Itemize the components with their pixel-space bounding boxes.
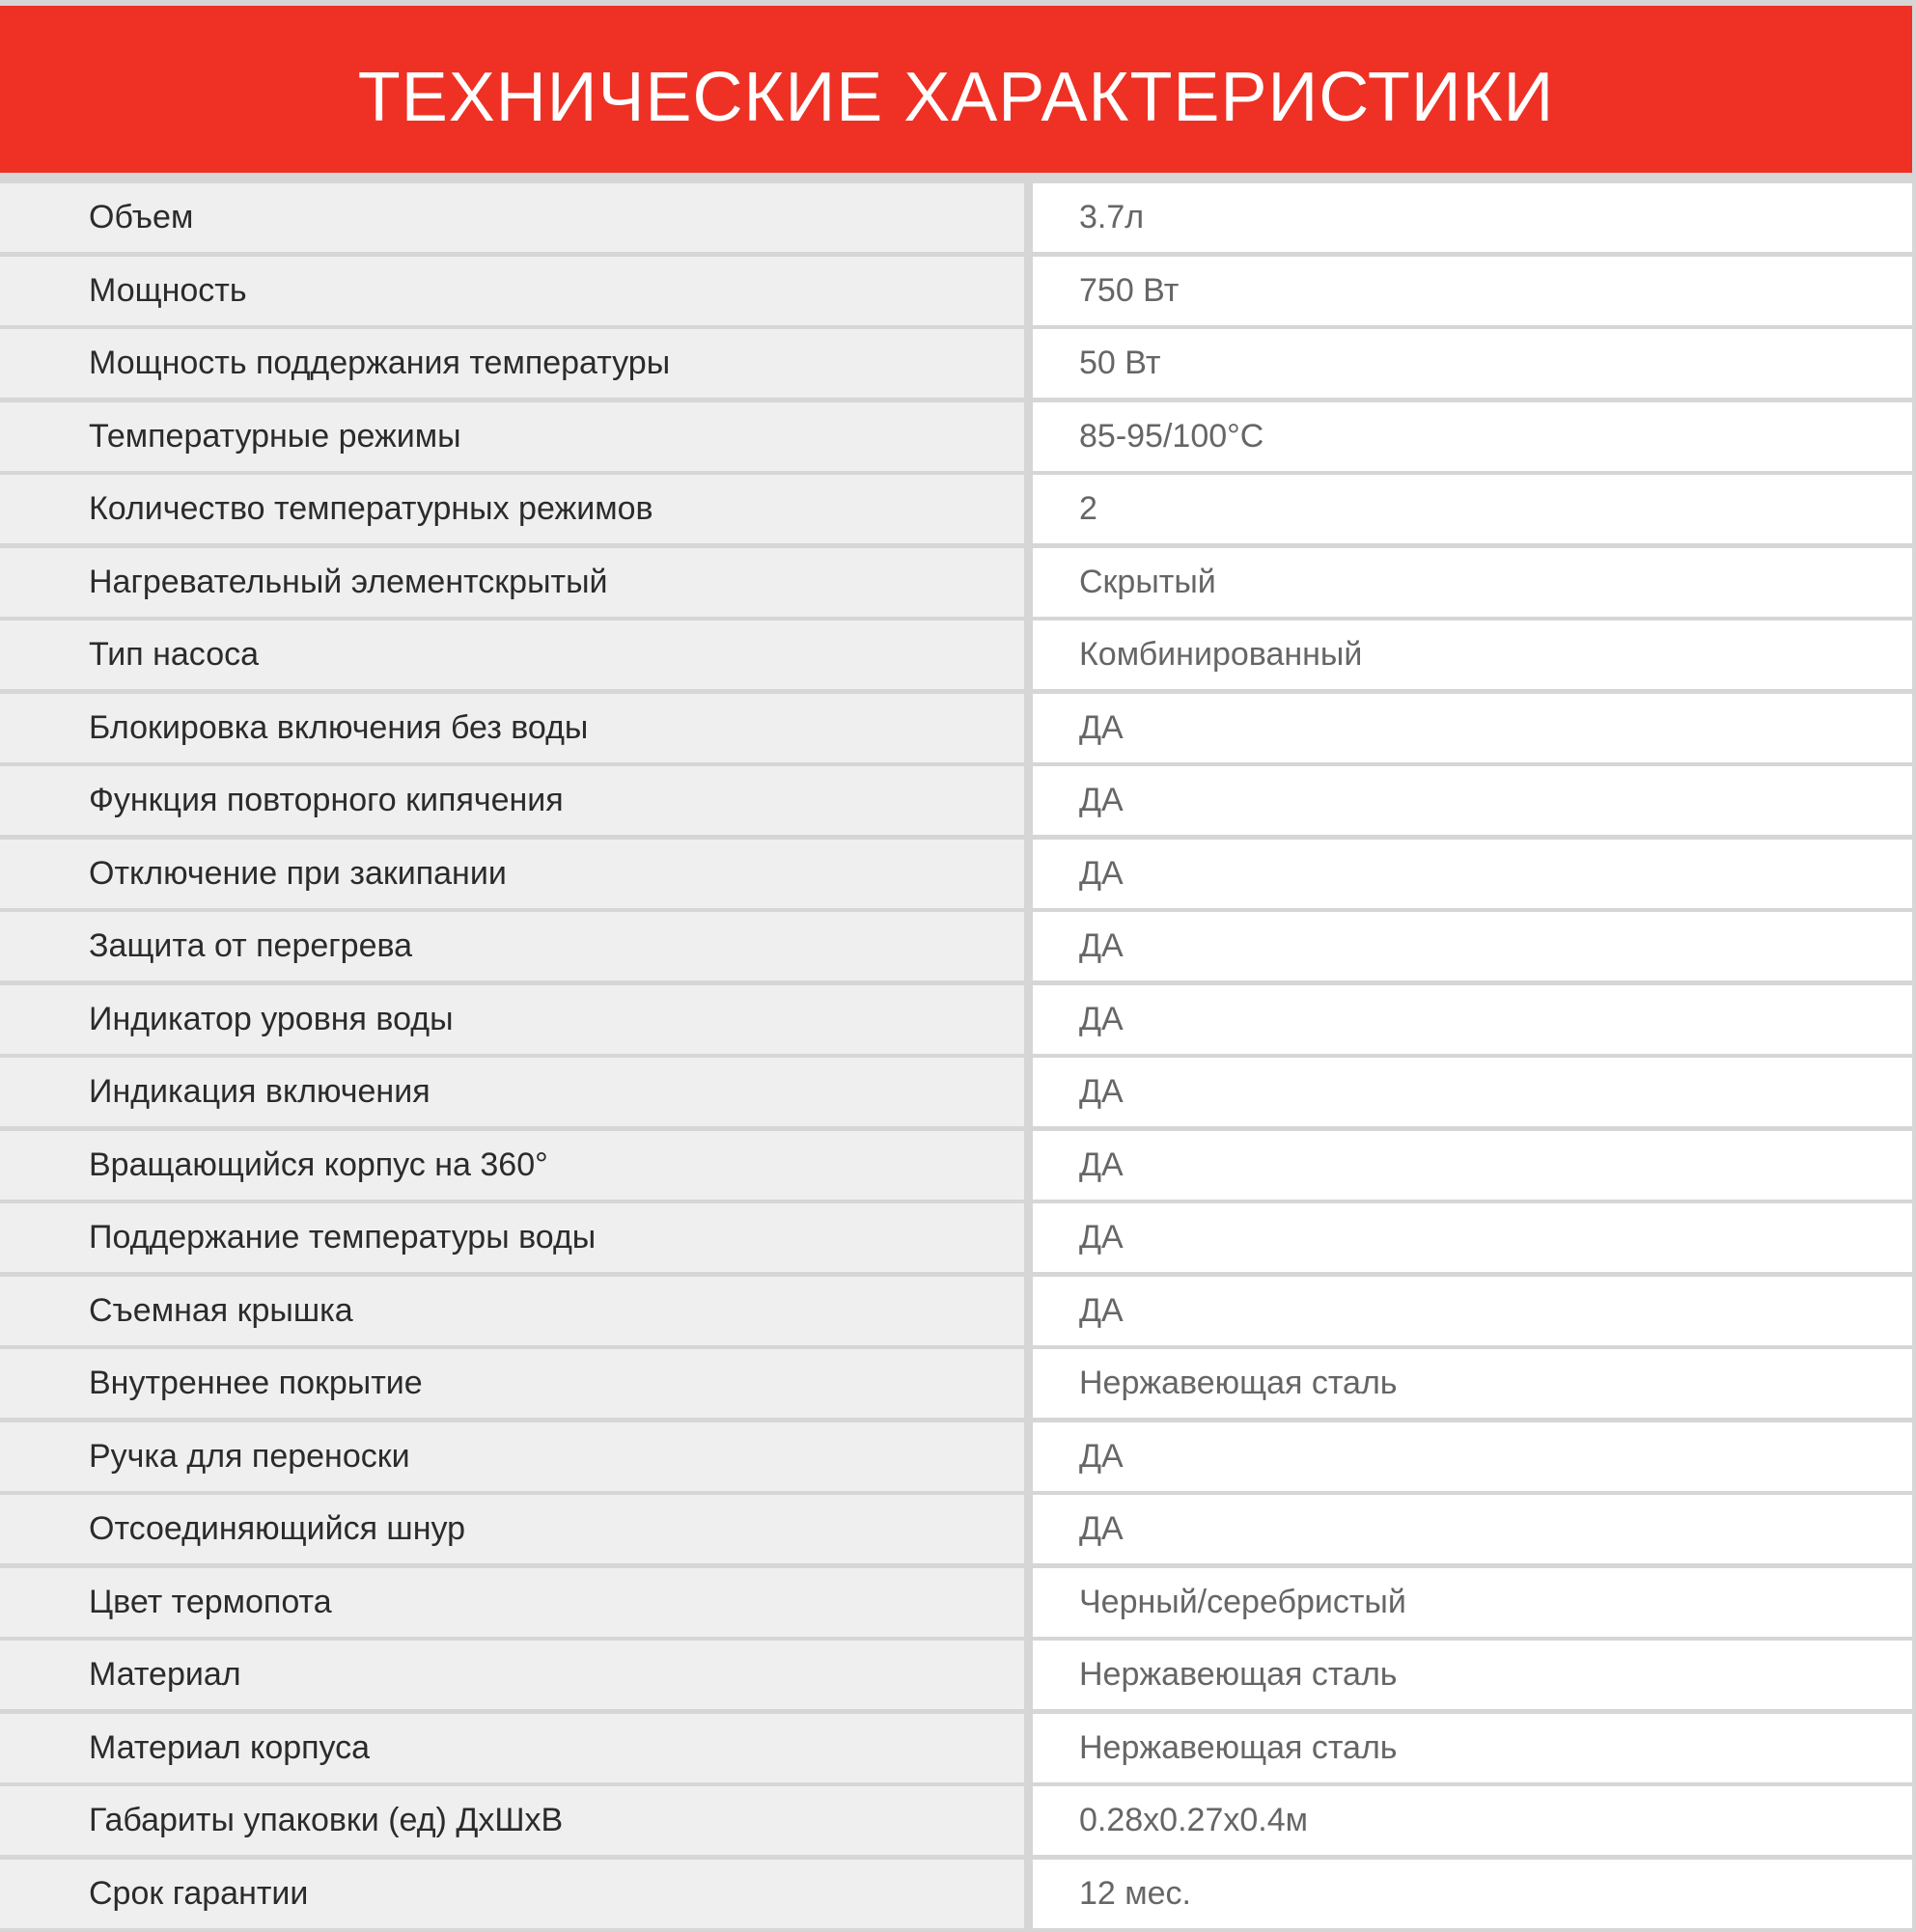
spec-value-cell [1033, 402, 1912, 471]
spec-label: Поддержание температуры воды [89, 1219, 597, 1256]
spec-label-cell [0, 1495, 1024, 1563]
spec-label: Габариты упаковки (ед) ДхШхВ [89, 1802, 564, 1838]
spec-value-cell [1033, 766, 1912, 835]
spec-label: Съемная крышка [89, 1291, 353, 1329]
spec-value: ДА [1079, 1437, 1124, 1475]
spec-value-cell [1033, 1714, 1912, 1782]
spec-value: ДА [1079, 1510, 1124, 1547]
spec-label-cell [0, 548, 1024, 617]
spec-label: Срок гарантии [89, 1874, 309, 1912]
spec-value-cell [1033, 1641, 1912, 1709]
spec-row-mode-count [0, 475, 1912, 543]
spec-label-cell [0, 985, 1024, 1054]
spec-row-rotating-base [0, 1131, 1912, 1200]
spec-row-heating-element [0, 548, 1912, 617]
spec-label-cell [0, 1786, 1024, 1855]
spec-label: Температурные режимы [89, 417, 461, 455]
spec-row-overheat-protection [0, 912, 1912, 980]
spec-label: Функция повторного кипячения [89, 782, 564, 818]
spec-value: Нержавеющая сталь [1079, 1365, 1398, 1401]
spec-label-cell [0, 1131, 1024, 1200]
spec-value-cell [1033, 1277, 1912, 1345]
spec-row-removable-lid [0, 1277, 1912, 1345]
spec-value: 3.7л [1079, 199, 1145, 235]
spec-value: 0.28x0.27x0.4м [1079, 1802, 1308, 1838]
spec-value: Скрытый [1079, 563, 1216, 600]
spec-value-cell [1033, 985, 1912, 1054]
spec-row-power-indicator [0, 1058, 1912, 1126]
spec-label: Защита от перегрева [89, 927, 413, 964]
spec-value-cell [1033, 1568, 1912, 1637]
spec-label-cell [0, 766, 1024, 835]
spec-value-cell [1033, 1203, 1912, 1272]
spec-label-cell [0, 1641, 1024, 1709]
spec-value-cell [1033, 329, 1912, 398]
spec-row-body-material [0, 1714, 1912, 1782]
spec-value: Черный/серебристый [1079, 1583, 1406, 1620]
spec-value-cell [1033, 257, 1912, 325]
spec-label-cell [0, 1203, 1024, 1272]
spec-value: ДА [1079, 927, 1124, 964]
spec-value-cell [1033, 1495, 1912, 1563]
spec-value: ДА [1079, 1000, 1124, 1037]
spec-value: ДА [1079, 782, 1124, 818]
spec-row-color [0, 1568, 1912, 1637]
spec-value-cell [1033, 694, 1912, 762]
spec-value-cell [1033, 840, 1912, 908]
spec-value: ДА [1079, 708, 1124, 746]
spec-label-cell [0, 1277, 1024, 1345]
spec-label: Тип насоса [89, 636, 260, 673]
spec-value-cell [1033, 1058, 1912, 1126]
spec-row-volume [0, 183, 1912, 252]
spec-row-keep-warm-power [0, 329, 1912, 398]
spec-value: 12 мес. [1079, 1874, 1191, 1912]
spec-label-cell [0, 912, 1024, 980]
spec-label: Индикация включения [89, 1073, 430, 1110]
spec-label-cell [0, 694, 1024, 762]
spec-value: ДА [1079, 1219, 1124, 1256]
spec-label: Блокировка включения без воды [89, 708, 589, 746]
spec-row-carry-handle [0, 1422, 1912, 1491]
header-banner [0, 6, 1912, 173]
spec-label: Отключение при закипании [89, 854, 507, 892]
spec-label-cell [0, 1349, 1024, 1418]
spec-label: Объем [89, 199, 194, 235]
spec-value: ДА [1079, 1145, 1124, 1183]
spec-value-cell [1033, 912, 1912, 980]
spec-label-cell [0, 183, 1024, 252]
spec-row-package-dimensions [0, 1786, 1912, 1855]
spec-label-cell [0, 1058, 1024, 1126]
spec-value-cell [1033, 1422, 1912, 1491]
spec-row-warranty [0, 1860, 1912, 1928]
spec-row-dry-boil-lock [0, 694, 1912, 762]
spec-label-cell [0, 475, 1024, 543]
spec-value-cell [1033, 1786, 1912, 1855]
spec-label: Мощность поддержания температуры [89, 345, 671, 381]
spec-value-cell [1033, 1860, 1912, 1928]
spec-label-cell [0, 1714, 1024, 1782]
spec-label: Ручка для переноски [89, 1437, 410, 1475]
spec-value-cell [1033, 475, 1912, 543]
spec-row-auto-shutoff [0, 840, 1912, 908]
spec-row-material [0, 1641, 1912, 1709]
spec-label-cell [0, 402, 1024, 471]
spec-row-temperature-modes [0, 402, 1912, 471]
spec-value-cell [1033, 548, 1912, 617]
spec-row-reboil [0, 766, 1912, 835]
spec-label: Материал корпуса [89, 1728, 371, 1766]
spec-value: ДА [1079, 1291, 1124, 1329]
spec-label: Мощность [89, 271, 247, 309]
spec-label: Индикатор уровня воды [89, 1000, 454, 1037]
spec-value: 50 Вт [1079, 345, 1161, 381]
spec-row-water-level-indicator [0, 985, 1912, 1054]
spec-value: ДА [1079, 854, 1124, 892]
spec-label: Нагревательный элементскрытый [89, 563, 608, 600]
spec-row-power [0, 257, 1912, 325]
spec-label-cell [0, 621, 1024, 689]
spec-row-keep-warm [0, 1203, 1912, 1272]
spec-label-cell [0, 1422, 1024, 1491]
spec-row-pump-type [0, 621, 1912, 689]
spec-value-cell [1033, 621, 1912, 689]
spec-value: 2 [1079, 490, 1097, 527]
spec-label-cell [0, 1860, 1024, 1928]
spec-value: 85-95/100°С [1079, 417, 1264, 455]
spec-label-cell [0, 1568, 1024, 1637]
spec-label-cell [0, 257, 1024, 325]
spec-label: Цвет термопота [89, 1583, 332, 1620]
spec-table [0, 183, 1912, 1932]
spec-label: Вращающийся корпус на 360° [89, 1145, 548, 1183]
spec-value: 750 Вт [1079, 271, 1180, 309]
spec-value: Нержавеющая сталь [1079, 1656, 1398, 1693]
spec-value: Комбинированный [1079, 636, 1363, 673]
spec-value-cell [1033, 1131, 1912, 1200]
spec-row-inner-coating [0, 1349, 1912, 1418]
spec-label: Материал [89, 1656, 241, 1693]
spec-value-cell [1033, 183, 1912, 252]
spec-label: Отсоединяющийся шнур [89, 1510, 466, 1547]
page-title: ТЕХНИЧЕСКИЕ ХАРАКТЕРИСТИКИ [357, 58, 1555, 136]
spec-label-cell [0, 840, 1024, 908]
spec-value-cell [1033, 1349, 1912, 1418]
spec-label: Внутреннее покрытие [89, 1365, 423, 1401]
spec-label: Количество температурных режимов [89, 490, 653, 527]
spec-row-detachable-cord [0, 1495, 1912, 1563]
spec-label-cell [0, 329, 1024, 398]
spec-value: Нержавеющая сталь [1079, 1728, 1398, 1766]
spec-value: ДА [1079, 1073, 1124, 1110]
